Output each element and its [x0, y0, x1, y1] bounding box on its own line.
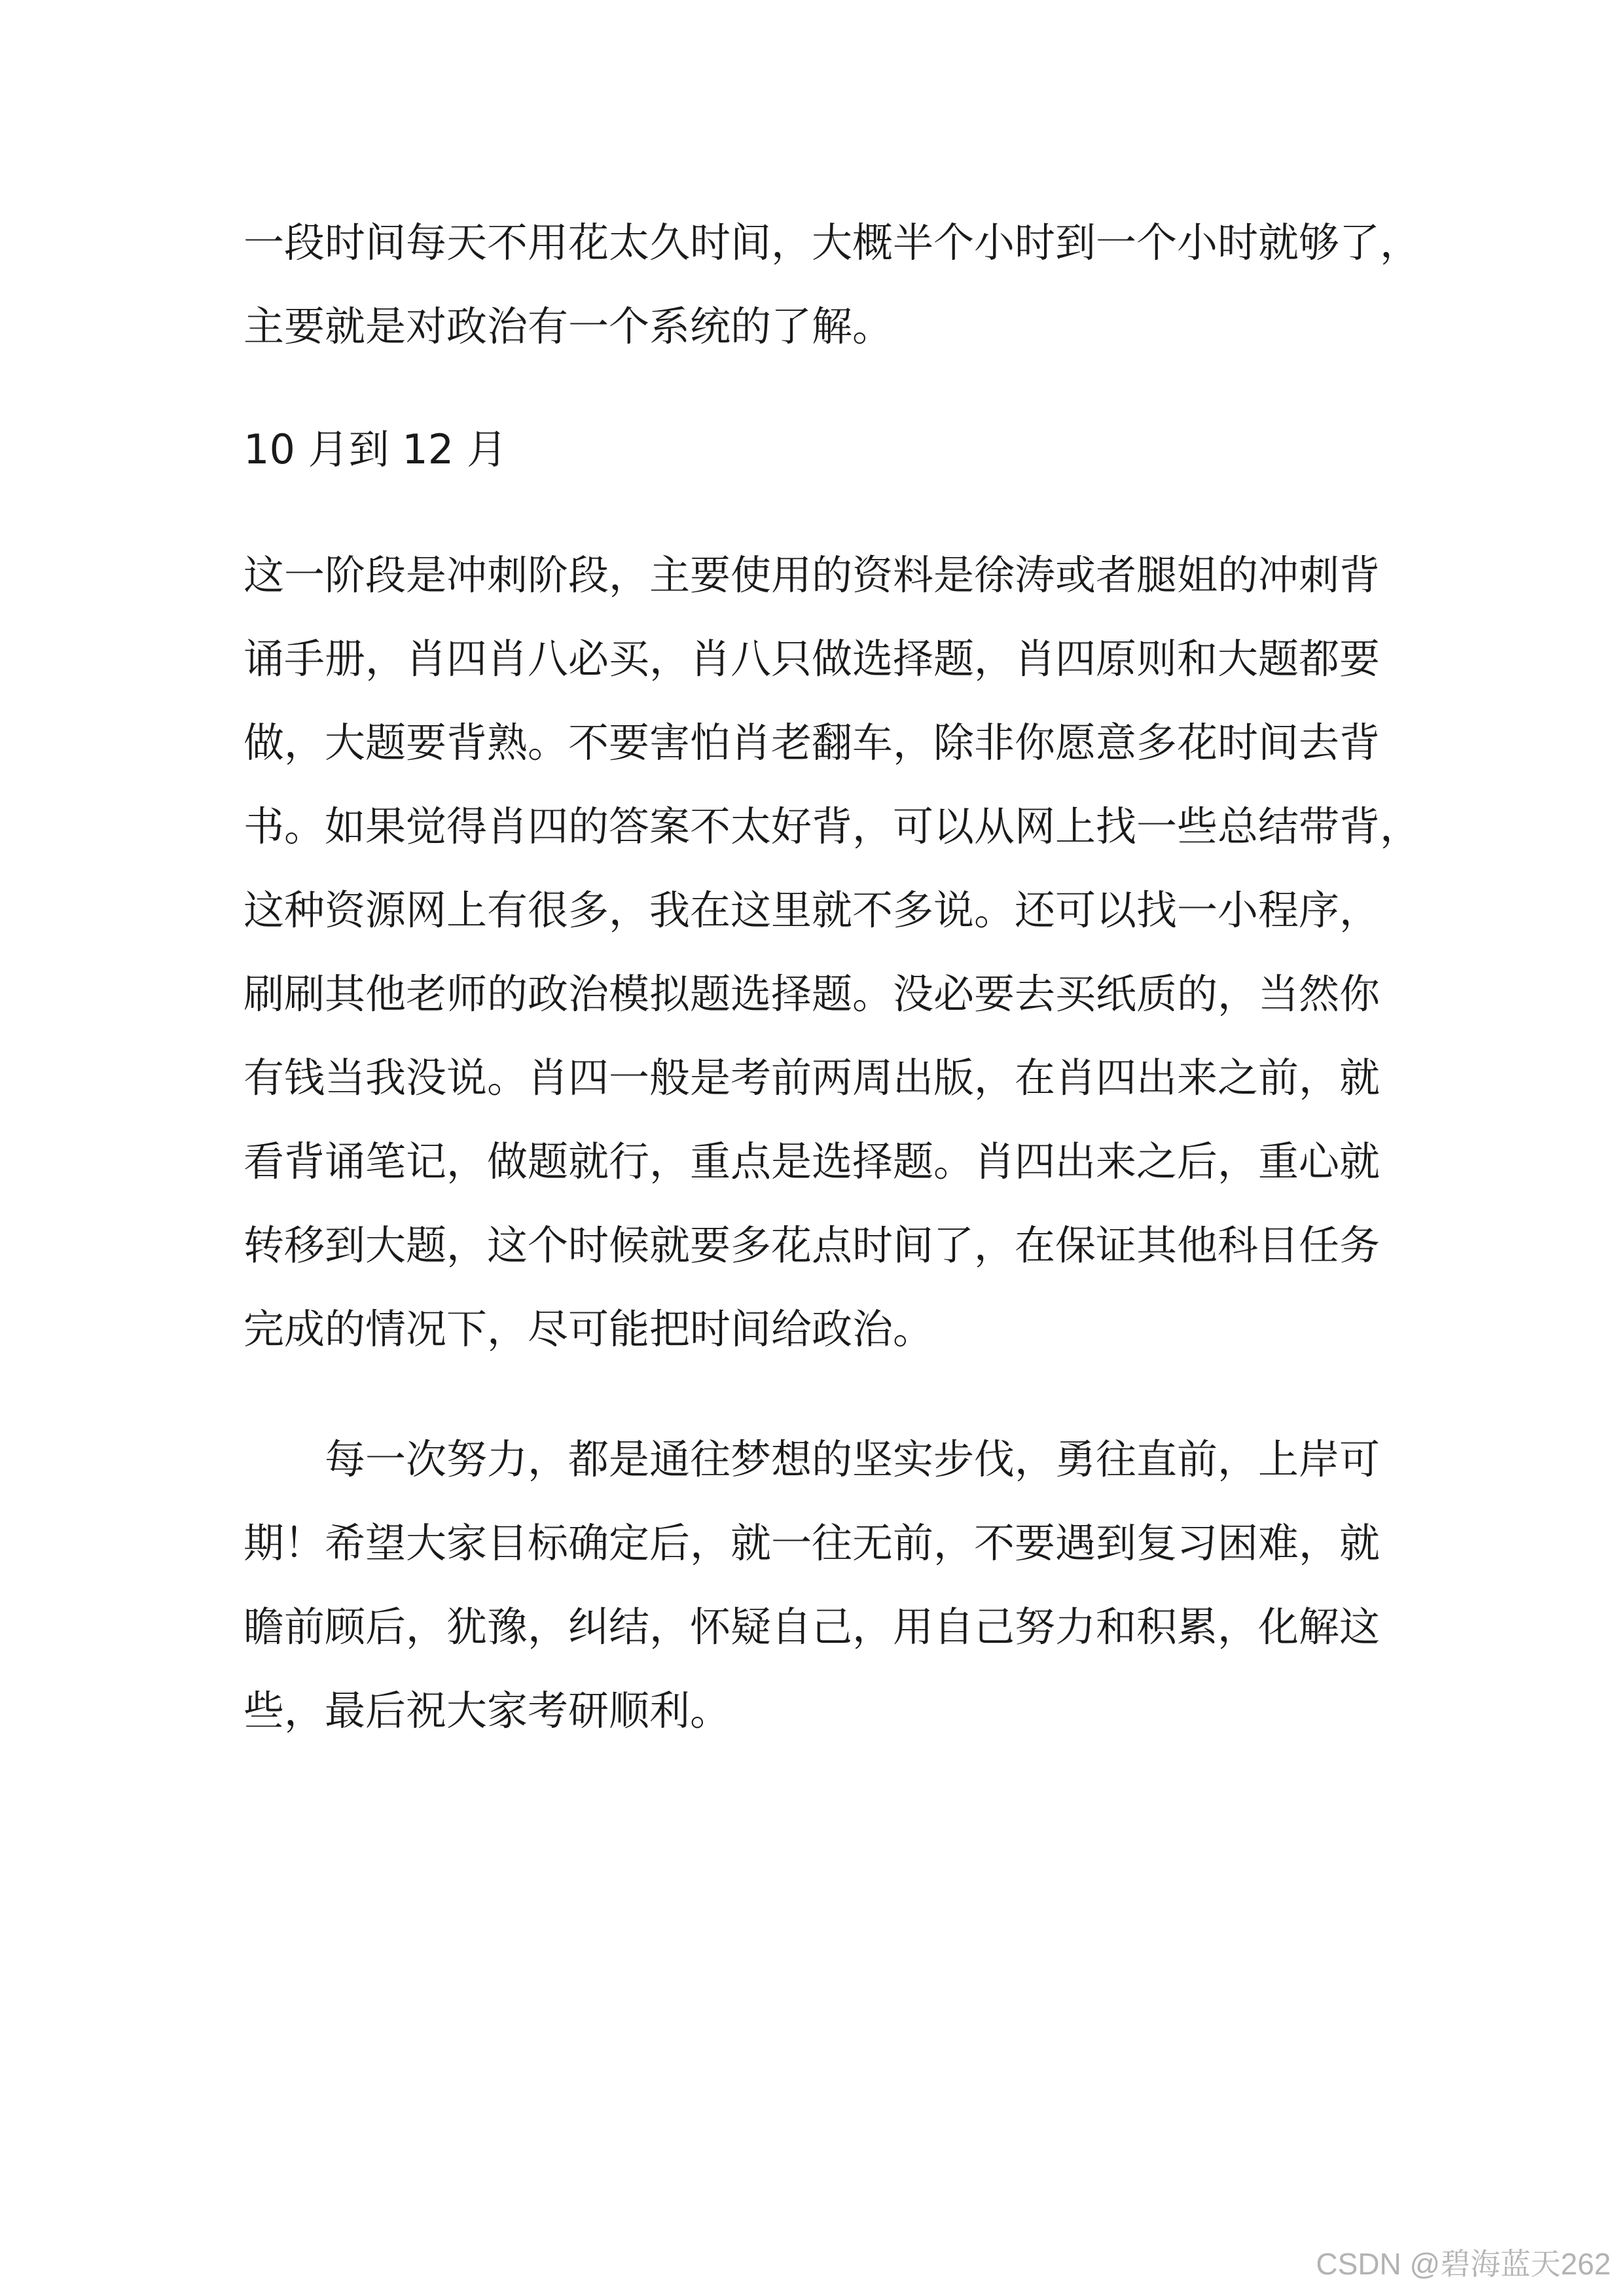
section-heading: [244, 408, 1396, 492]
paragraph-line: 些，最后祝大家考研顺利。: [244, 1687, 731, 1734]
paragraph-line: 瞻前顾后，犹豫，纠结，怀疑自己，用自己努力和积累，化解这: [244, 1603, 1380, 1651]
closing-paragraph: [244, 1418, 1396, 1753]
paragraph-line: 一段时间每天不用花太久时间，大概半个小时到一个小时就够了，: [244, 219, 1421, 266]
csdn-watermark: CSDN @碧海蓝天262: [1316, 2247, 1611, 2281]
paragraph-line: 有钱当我没说。肖四一般是考前两周出版，在肖四出来之前，就: [244, 1054, 1380, 1102]
paragraph-line: 主要就是对政治有一个系统的了解。: [244, 302, 893, 350]
paragraph-line: 刷刷其他老师的政治模拟题选择题。没必要去买纸质的，当然你: [244, 970, 1380, 1018]
paragraph-line: 完成的情况下，尽可能把时间给政治。: [244, 1305, 934, 1353]
paragraph-line: 诵手册，肖四肖八必买，肖八只做选择题，肖四原则和大题都要: [244, 635, 1380, 683]
paragraph-line: 这种资源网上有很多，我在这里就不多说。还可以找一小程序，: [244, 886, 1380, 934]
intro-paragraph: [244, 201, 1421, 368]
paragraph-line: 做，大题要背熟。不要害怕肖老翻车，除非你愿意多花时间去背: [244, 719, 1380, 766]
paragraph-line: 看背诵笔记，做题就行，重点是选择题。肖四出来之后，重心就: [244, 1138, 1380, 1185]
section-heading-text: 10 月到 12 月: [244, 425, 507, 473]
sprint-paragraph: [244, 533, 1421, 1371]
paragraph-line: 期！希望大家目标确定后，就一往无前，不要遇到复习困难，就: [244, 1519, 1380, 1567]
paragraph-line: 书。如果觉得肖四的答案不太好背，可以从网上找一些总结带背，: [244, 802, 1421, 850]
paragraph-line: 每一次努力，都是通往梦想的坚实步伐，勇往直前，上岸可: [325, 1435, 1380, 1483]
paragraph-line: 转移到大题，这个时候就要多花点时间了，在保证其他科目任务: [244, 1221, 1380, 1269]
paragraph-line: 这一阶段是冲刺阶段，主要使用的资料是徐涛或者腿姐的冲刺背: [244, 551, 1380, 599]
